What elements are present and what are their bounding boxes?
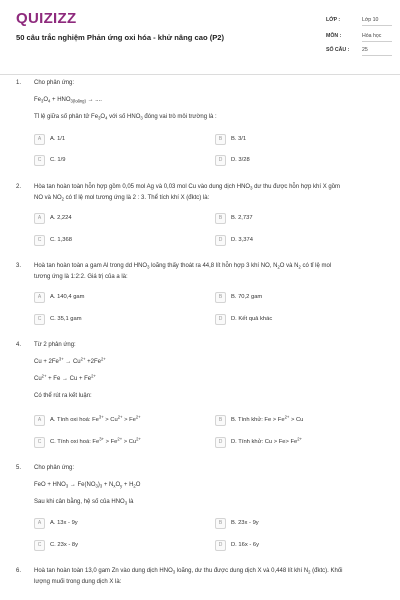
question-number: 6. [16, 568, 22, 574]
question-number: 4. [16, 342, 22, 348]
subject-label: MÔN : [326, 33, 342, 39]
question-text: Tỉ lệ giữa số phân tử $Fe_3O_4$ với số $HNO_3$ đóng vai trò môi trường là : [34, 114, 217, 121]
option-key: C [34, 314, 45, 325]
question-text: Sau khi cân bằng, hệ số của $HNO_3$ là [34, 499, 134, 506]
option-text: D. Tính khử: $Cu > Fe> Fe^{2+}$ [231, 436, 303, 445]
option-text: C. 1,368 [50, 237, 72, 243]
class-value: Lớp 10 [362, 17, 392, 26]
option-text: A. 13x - 9y [50, 520, 78, 526]
subject-value: Hóa học [362, 33, 392, 42]
option-text: C. 35,1 gam [50, 316, 82, 322]
question-text-line-1: Hoà tan hoàn toàn 13,0 gam Zn vào dung dịch $HNO_3$ loãng, dư thu được dung dịch X và 0,448 lít khí $N_2$ (đktc). Khối [34, 568, 343, 575]
option-text: C. 1/9 [50, 157, 66, 163]
option-key: C [34, 437, 45, 448]
option-text: B. Tính khử: $Fe > Fe^{2+} > Cu$ [231, 414, 304, 423]
reaction-equation: FeO + $HNO_3 \to Fe(NO_3)_3 + N_xO_y + H_2O$ [34, 482, 141, 489]
option-key: A [34, 518, 45, 529]
question-number: 2. [16, 184, 22, 190]
option-text: D. Kết quả khác [231, 316, 273, 322]
option-text: A. 140,4 gam [50, 294, 85, 300]
question-prompt: Cho phản ứng: [34, 465, 75, 471]
option-text: B. 2,737 [231, 215, 253, 221]
option-text: C. Tính oxi hoá: $Fe^{3+} > Fe^{2+} > Cu^{2+}$ [50, 436, 141, 445]
question-prompt: Cho phản ứng: [34, 80, 75, 86]
option-text: B. 3/1 [231, 136, 247, 142]
reaction-2: $Cu^{2+} + Fe \to Cu + Fe^{2+}$ [34, 373, 96, 382]
option-text: D. 3/28 [231, 157, 250, 163]
question-number: 1. [16, 80, 22, 86]
worksheet-title: 50 câu trắc nghiệm Phản ứng oxi hóa - khử nâng cao (P2) [16, 33, 225, 42]
option-key: B [215, 415, 226, 426]
count-value: 25 [362, 47, 392, 56]
reaction-1: $Cu + 2Fe^{3+} \to Cu^{2+} +2Fe^{2+}$ [34, 356, 106, 365]
worksheet-header [0, 0, 400, 74]
option-key: A [34, 292, 45, 303]
option-key: A [34, 415, 45, 426]
option-key: D [215, 437, 226, 448]
option-key: D [215, 314, 226, 325]
option-key: A [34, 134, 45, 145]
option-text: C. 23x - 8y [50, 542, 79, 548]
question-prompt: Từ 2 phản ứng: [34, 342, 76, 348]
option-text: A. 2,224 [50, 215, 72, 221]
header-divider [0, 74, 400, 75]
option-text: B. 23x - 9y [231, 520, 259, 526]
option-key: B [215, 134, 226, 145]
option-text: A. 1/1 [50, 136, 66, 142]
option-key: C [34, 540, 45, 551]
question-number: 5. [16, 465, 22, 471]
question-text-line-2: lượng muối trong dung dịch X là: [34, 579, 122, 585]
option-key: B [215, 518, 226, 529]
option-key: C [34, 155, 45, 166]
option-key: D [215, 155, 226, 166]
option-text: D. 16x - 6y [231, 542, 260, 548]
class-label: LỚP : [326, 17, 341, 23]
question-text-line-1: Hòa tan hoàn toàn hỗn hợp gồm 0,05 mol Ag và 0,03 mol Cu vào dung dịch $HNO_3$ dư thu được hỗn hợp khí X gồm [34, 184, 341, 191]
option-key: B [215, 292, 226, 303]
option-key: D [215, 235, 226, 246]
option-text: A. Tính oxi hoá: $Fe^{3+} > Cu^{2+} > Fe^{2+}$ [50, 414, 141, 423]
option-text: D. 3,374 [231, 237, 253, 243]
question-text-line-2: NO và $NO_2$ có tỉ lệ mol tương ứng là 2 : 3. Thể tích khí X (đktc) là: [34, 195, 210, 202]
question-number: 3. [16, 263, 22, 269]
reaction-equation: $Fe_3O_4 + HNO_{3(loãng)}$ → .... [34, 97, 102, 104]
count-label: SỐ CÂU : [326, 47, 350, 53]
option-key: B [215, 213, 226, 224]
option-key: D [215, 540, 226, 551]
question-text: Có thể rút ra kết luận: [34, 393, 92, 399]
option-key: C [34, 235, 45, 246]
question-text-line-1: Hoà tan hoàn toàn a gam Al trong dd $HNO_3$ loãng thấy thoát ra 44,8 lít hỗn hợp 3 khí NO, $N_2O$ và $N_2$ có tỉ lệ mol [34, 263, 332, 270]
option-text: B. 70,2 gam [231, 294, 263, 300]
question-text-line-2: tương ứng là 1:2:2. Giá trị của a là: [34, 274, 128, 280]
quizizz-logo: QUIZIZZ [16, 10, 77, 27]
option-key: A [34, 213, 45, 224]
